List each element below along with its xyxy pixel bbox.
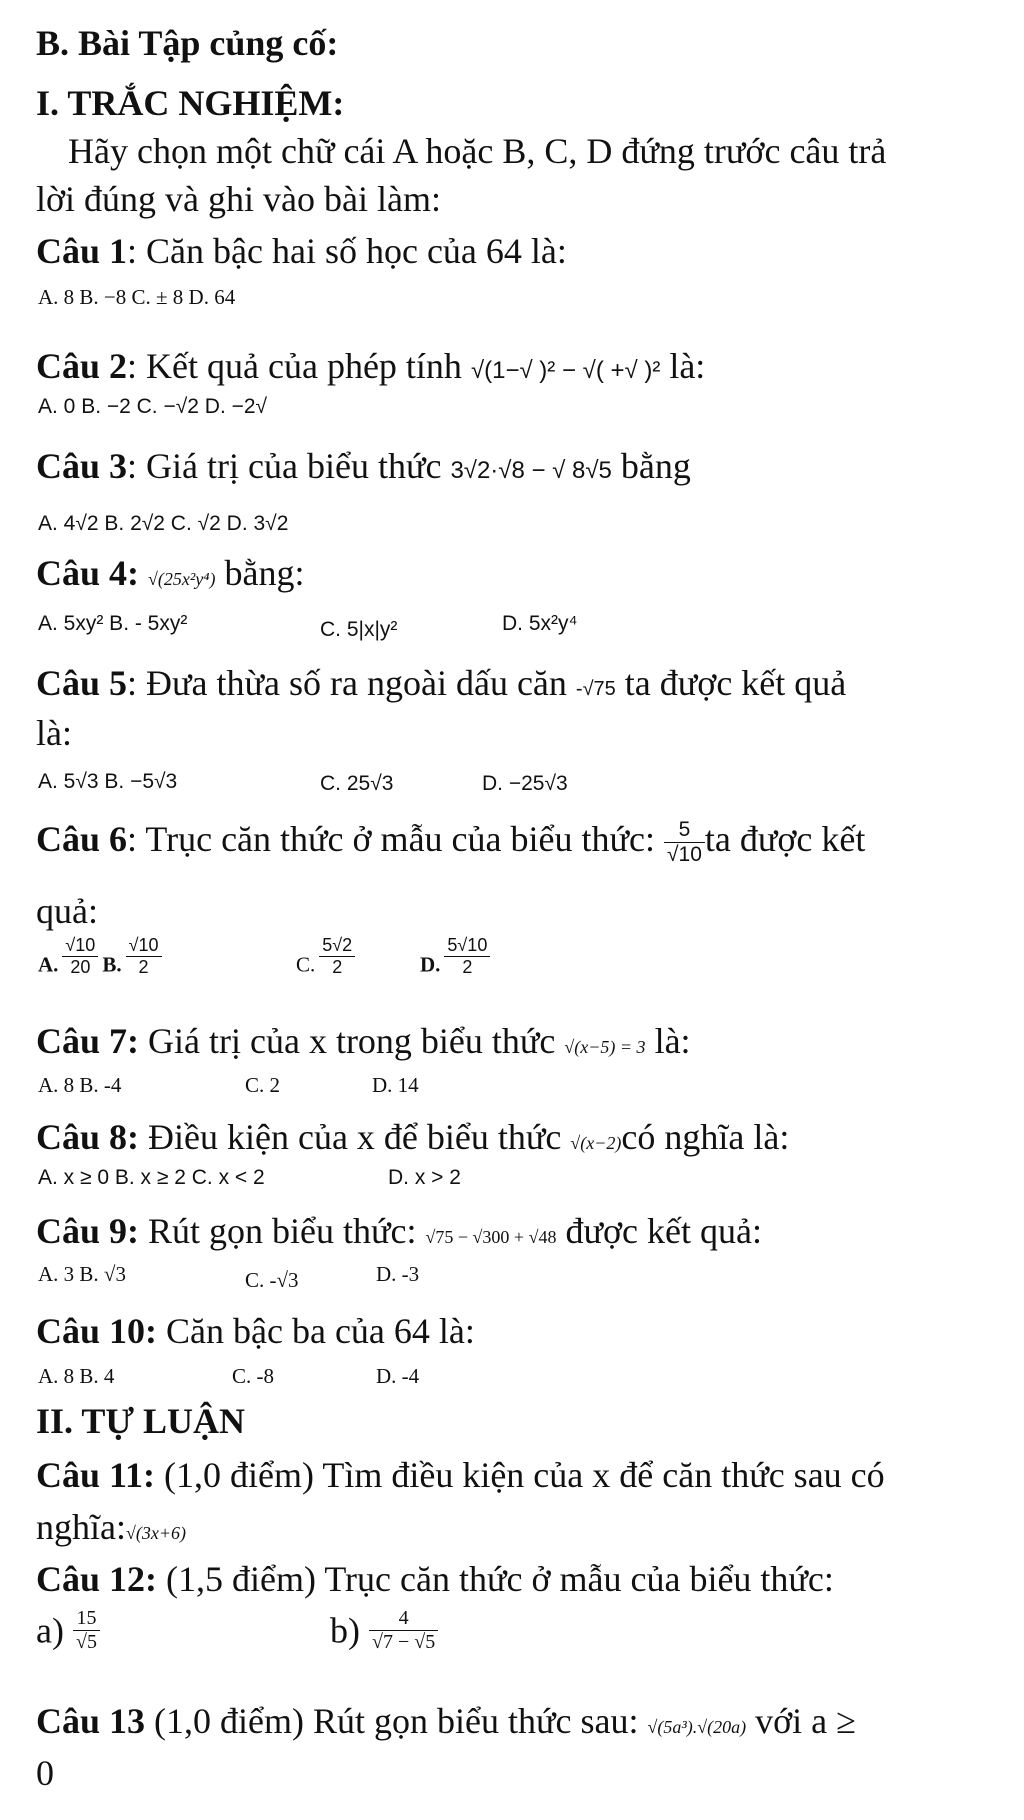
question-10-option-d: D. -4 (376, 1364, 420, 1388)
question-5-option-c: C. 25√3 (320, 772, 394, 795)
question-9-label: Câu 9: (36, 1211, 140, 1251)
question-13-line-2: 0 (36, 1753, 54, 1793)
question-6-option-c: C. $\frac{5√2}{2}$ (296, 935, 355, 977)
question-7-expression: √(x−5) = 3 (564, 1037, 646, 1057)
question-10-text: Căn bậc ba của 64 là: (157, 1311, 475, 1351)
question-2-expression: √(1−√ )² − √( +√ )² (470, 357, 661, 384)
question-5 (36, 662, 846, 704)
question-11-text: (1,0 điểm) Tìm điều kiện của x để căn thức sau có (155, 1455, 885, 1495)
question-12-a-label: a) (36, 1610, 64, 1651)
question-6-line-2: quả: (36, 891, 98, 931)
question-1-text: : Căn bậc hai số học của 64 là: (127, 231, 567, 271)
question-1-label: Câu 1 (36, 231, 128, 271)
question-4 (36, 552, 305, 594)
question-6-tail: ta được kết (704, 819, 866, 859)
question-6-fraction (664, 818, 705, 867)
question-6-text: : Trục căn thức ở mẫu của biểu thức: (127, 819, 655, 859)
question-9 (36, 1210, 762, 1252)
question-5-expression: -√75 (575, 678, 616, 700)
question-6-label: Câu 6 (36, 819, 128, 859)
question-12-a-numerator: 15 (73, 1607, 100, 1631)
question-7-option-d: D. 14 (372, 1073, 419, 1097)
question-8-option-d: D. x > 2 (388, 1166, 461, 1189)
question-7-label: Câu 7: (36, 1021, 140, 1061)
question-2-answers: A. 0 B. −2 C. −√2 D. −2√ (38, 395, 268, 418)
question-2 (36, 345, 705, 387)
question-8-tail: có nghĩa là: (621, 1117, 790, 1157)
question-12 (36, 1558, 834, 1600)
question-12-text: (1,5 điểm) Trục căn thức ở mẫu của biểu thức: (157, 1559, 834, 1599)
question-3-answers: A. 4√2 B. 2√2 C. √2 D. 3√2 (38, 512, 289, 535)
question-12-a-denominator: √5 (75, 1631, 97, 1654)
question-2-label: Câu 2 (36, 346, 128, 386)
question-8 (36, 1116, 789, 1158)
question-11 (36, 1454, 885, 1496)
question-1-answers: A. 8 B. −8 C. ± 8 D. 64 (38, 285, 236, 309)
question-11-line-2-text: nghĩa: (36, 1507, 126, 1547)
question-9-option-c: C. -√3 (245, 1268, 299, 1292)
question-9-text: Rút gọn biểu thức: (139, 1211, 417, 1251)
question-7 (36, 1020, 691, 1062)
question-10-label: Câu 10: (36, 1311, 158, 1351)
question-13 (36, 1700, 856, 1742)
question-3-text: : Giá trị của biểu thức (127, 446, 442, 486)
question-12-label: Câu 12: (36, 1559, 158, 1599)
question-12-part-a (36, 1606, 100, 1654)
instruction-line-1: Hãy chọn một chữ cái A hoặc B, C, D đứng trước câu trả (68, 131, 887, 171)
option-c-numerator: 5√2 (319, 935, 355, 957)
question-4-option-ab: A. 5xy² B. - 5xy² (38, 612, 188, 635)
question-3-tail: bằng (620, 446, 691, 486)
option-b-numerator: √10 (126, 935, 162, 957)
option-a-numerator: √10 (62, 935, 98, 957)
question-5-text: : Đưa thừa số ra ngoài dấu căn (127, 663, 567, 703)
section-b-title: B. Bài Tập củng cố: (36, 23, 339, 63)
option-b-denominator: 2 (138, 956, 149, 977)
question-4-expression: √(25x²y⁴) (148, 569, 216, 589)
option-d-numerator: 5√10 (444, 935, 490, 957)
question-6 (36, 818, 865, 867)
question-5-tail: ta được kết quả (624, 663, 847, 703)
question-8-text: Điều kiện của x để biểu thức (139, 1117, 562, 1157)
question-11-label: Câu 11: (36, 1455, 156, 1495)
question-13-label: Câu 13 (36, 1701, 146, 1741)
question-9-tail: được kết quả: (565, 1211, 762, 1251)
question-9-expression: √75 − √300 + √48 (425, 1227, 557, 1247)
question-4-option-d: D. 5x²y⁴ (502, 612, 578, 635)
question-2-text: : Kết quả của phép tính (127, 346, 462, 386)
option-a-denominator: 20 (70, 956, 91, 977)
question-6-numerator: 5 (664, 818, 705, 843)
instruction-line-2: lời đúng và ghi vào bài làm: (36, 179, 441, 219)
option-c-denominator: 2 (332, 956, 343, 977)
question-9-option-ab: A. 3 B. √3 (38, 1262, 126, 1286)
question-13-tail: với a ≥ (755, 1701, 856, 1741)
question-12-b-label: b) (330, 1610, 360, 1651)
question-10-option-c: C. -8 (232, 1364, 274, 1388)
option-d-denominator: 2 (462, 956, 473, 977)
question-12-b-numerator: 4 (369, 1607, 438, 1631)
question-3-label: Câu 3 (36, 446, 128, 486)
question-7-option-ab: A. 8 B. -4 (38, 1073, 122, 1097)
question-5-line-2: là: (36, 713, 72, 753)
question-2-tail: là: (669, 346, 706, 386)
question-13-text: (1,0 điểm) Rút gọn biểu thức sau: (145, 1701, 639, 1741)
question-1 (36, 230, 567, 272)
question-5-option-d: D. −25√3 (482, 772, 568, 795)
question-10 (36, 1310, 475, 1352)
question-7-option-c: C. 2 (245, 1073, 281, 1097)
question-12-part-b (330, 1606, 438, 1654)
question-5-label: Câu 5 (36, 663, 128, 703)
question-11-expression: √(3x+6) (125, 1523, 186, 1543)
question-3 (36, 445, 691, 487)
question-4-label: Câu 4: (36, 553, 140, 593)
question-5-option-ab: A. 5√3 B. −5√3 (38, 770, 178, 793)
question-10-option-ab: A. 8 B. 4 (38, 1364, 115, 1388)
question-13-expression: √(5a³).√(20a) (647, 1717, 747, 1737)
question-12-b-denominator: √7 − √5 (372, 1631, 436, 1654)
question-11-line-2 (36, 1506, 186, 1548)
question-8-expression: √(x−2) (570, 1133, 622, 1153)
question-6-denominator: √10 (666, 843, 702, 867)
question-8-option-abc: A. x ≥ 0 B. x ≥ 2 C. x < 2 (38, 1166, 265, 1189)
question-4-option-c: C. 5|x|y² (320, 618, 398, 641)
question-3-expression: 3√2·√8 − √ 8√5 (450, 457, 612, 484)
question-6-option-a: A. $\frac{√10}{20}$ B. $\frac{√10}{2}$ (38, 935, 162, 977)
question-7-tail: là: (654, 1021, 691, 1061)
question-7-text: Giá trị của x trong biểu thức (139, 1021, 556, 1061)
section-1-title: I. TRẮC NGHIỆM: (36, 83, 345, 123)
question-9-option-d: D. -3 (376, 1262, 420, 1286)
section-2-title: II. TỰ LUẬN (36, 1401, 246, 1441)
question-8-label: Câu 8: (36, 1117, 140, 1157)
question-6-option-d: D. $\frac{5√10}{2}$ (420, 935, 490, 977)
question-4-tail: bằng: (224, 553, 305, 593)
